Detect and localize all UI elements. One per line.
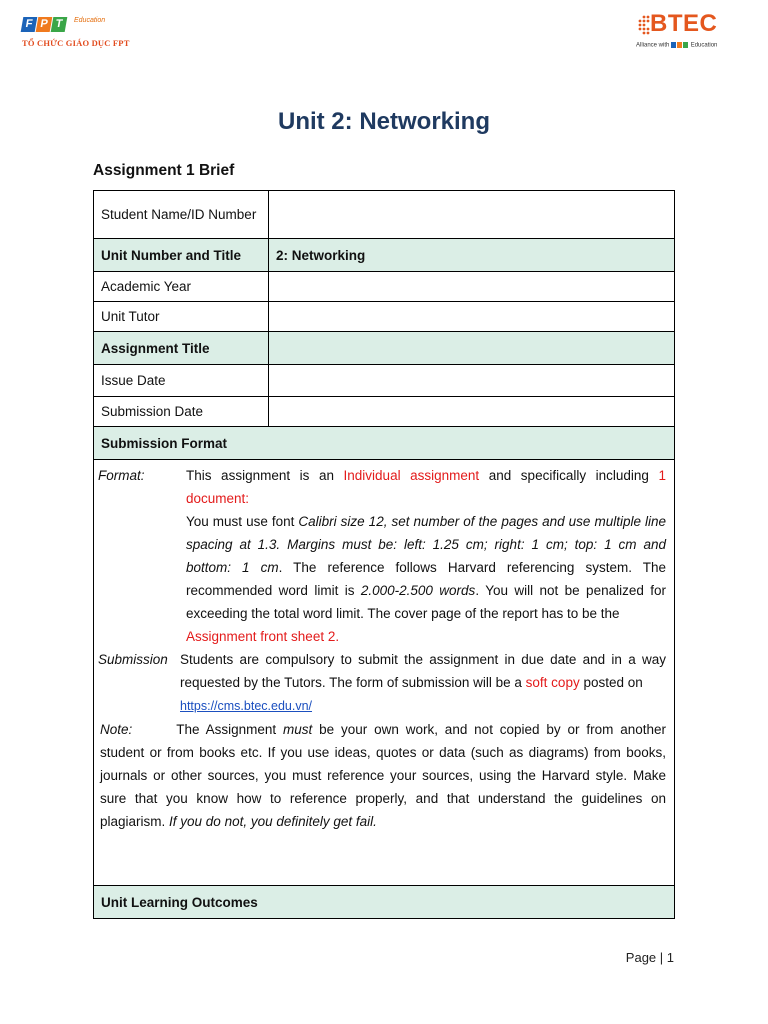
format-text-part: . You will not be penalized for exceeding the total word limit. The cover page of the report has to be the [186,583,666,621]
page-number: Page | 1 [625,950,674,965]
table-row [94,272,675,302]
format-text-part: . The reference follows Harvard referencing system. The recommended word limit is [186,560,667,598]
format-italic-text: Calibri size 12, set number of the pages and use multiple line spacing at 1.3. Margins must be: left: 1.25 cm; right: 1 cm; top: 1 cm and bottom: 1 cm [186,514,666,575]
note-block [98,718,666,833]
btec-logo [636,12,746,54]
issue-date-label: Issue Date [94,365,269,397]
format-italic-text: 2.000-2.500 words [360,583,476,598]
note-text-part: The Assignment [176,722,284,737]
format-red-text: Assignment front sheet 2. [186,629,340,644]
unit-label: Unit Number and Title [94,239,269,272]
note-key: Note: [100,722,133,737]
format-red-text: 1 document: [186,468,666,506]
table-row [94,332,675,365]
btec-alliance-edu: Education [690,42,718,49]
submission-key: Submission [98,652,168,667]
table-row [94,460,675,886]
table-row [94,886,675,919]
student-name-value [269,191,675,239]
submission-details-cell [94,460,675,886]
format-text-part: This assignment is an [186,468,344,483]
note-text-part: be your own work, and not copied by or from another student or from books etc. If you use ideas, quotes or data (such as diagrams) from books, journals or other sources, you must reference your sources, using the Harvard style. Make sure that you know how to reference properly, and that understand the guidelines on plagiarism. [100,722,666,829]
fpt-letter-p: P [36,17,53,32]
format-text-part: and specifically including [479,468,659,483]
assignment-title-label: Assignment Title [94,332,269,365]
btec-alliance-text: Alliance with [636,42,670,49]
submission-text-part: posted on [579,675,643,690]
format-text-part: You must use font [186,514,299,529]
table-row [94,239,675,272]
mini-fpt-block [677,42,682,48]
fpt-mark [22,14,67,36]
unit-value: 2: Networking [269,239,675,272]
assignment-brief-table [93,190,675,919]
table-row [94,427,675,460]
unit-tutor-label: Unit Tutor [94,302,269,332]
table-row [94,397,675,427]
format-key: Format: [98,468,145,483]
issue-date-value [269,365,675,397]
note-italic-text: If you do not, you definitely get fail. [169,814,377,829]
cms-link[interactable]: https://cms.btec.edu.vn/ [180,699,313,713]
learning-outcomes-label: Unit Learning Outcomes [94,886,675,919]
submission-text-part: Students are compulsory to submit the assignment in due date and in a way requested by the Tutors. The form of submission will be a [180,652,666,690]
format-block [98,464,666,648]
fpt-letter-f: F [21,17,38,32]
page-title: Unit 2: Networking [277,108,490,135]
btec-wordmark: BTEC [650,10,718,37]
fpt-education-text: Education [74,17,106,24]
academic-year-label: Academic Year [94,272,269,302]
table-row [94,302,675,332]
assignment-title-value [269,332,675,365]
table-row [94,365,675,397]
mini-fpt-block [683,42,688,48]
submission-details [96,460,674,833]
fpt-education-logo [22,14,172,52]
submission-date-label: Submission Date [94,397,269,427]
student-name-label: Student Name/ID Number [94,191,269,239]
submission-date-value [269,397,675,427]
unit-tutor-value [269,302,675,332]
format-red-text: Individual assignment [343,468,480,483]
submission-red-text: soft copy [525,675,580,690]
brief-heading: Assignment 1 Brief [93,162,235,179]
format-text [186,464,666,648]
fpt-org-name: TỔ CHỨC GIÁO DỤC FPT [22,38,130,48]
mini-fpt-block [671,42,676,48]
academic-year-value [269,272,675,302]
table-row [94,191,675,239]
btec-alliance-line [636,42,717,49]
submission-format-label: Submission Format [94,427,675,460]
fpt-letter-t: T [51,17,68,32]
submission-block [98,648,666,718]
note-italic-text: must [283,722,313,737]
submission-text [180,648,666,718]
